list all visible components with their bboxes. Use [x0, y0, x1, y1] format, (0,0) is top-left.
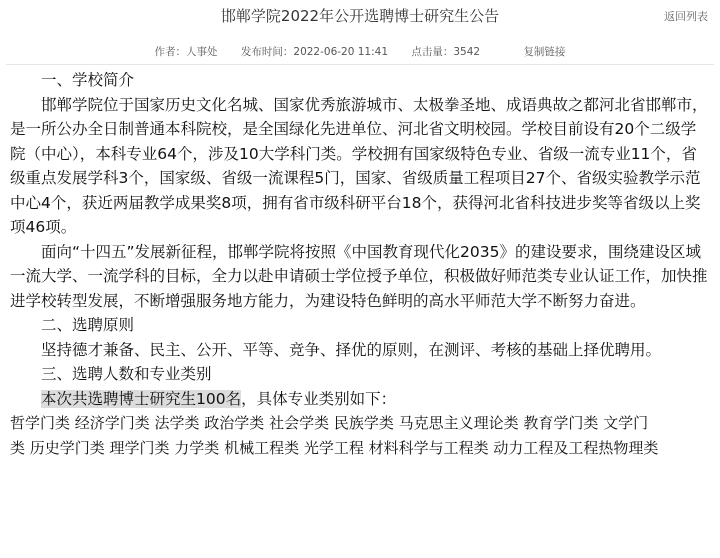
paragraph-principle: 坚持德才兼备、民主、公开、平等、竞争、择优的原则，在测评、考核的基础上择优聘用。	[41, 340, 662, 359]
section-heading-1: 一、学校简介	[41, 71, 135, 89]
author-label: 作者：人事处	[154, 46, 218, 58]
article-body	[10, 68, 710, 460]
page-title: 邯郸学院2022年公开选聘博士研究生公告	[220, 7, 500, 25]
quota-rest: ，具体专业类别如下：	[241, 389, 397, 408]
top-bar	[0, 0, 720, 30]
paragraph-quota	[10, 387, 710, 412]
back-to-list-link[interactable]: 返回列表	[664, 10, 708, 23]
click-count-label: 点击量：3542	[411, 46, 481, 58]
meta-divider	[6, 64, 714, 65]
copy-link-button[interactable]: 复制链接	[523, 46, 566, 58]
paragraph-intro: 邯郸学院位于国家历史文化名城、国家优秀旅游城市、太极拳圣地、成语典故之都河北省邯郸市，是一所公办全日制普通本科院校，是全国绿化先进单位、河北省文明校园。学校目前设有20个二级学院（中心），本科专业64个，涉及10大学科门类。学校拥有国家级特色专业、省级一流专业11个，省级重点发展学科3个，国家级、省级一流课程5门，国家、省级质量工程项目27个、省级实验教学示范中心4个，获近两届教学成果奖8项，拥有省市级科研平台18个，获得河北省科技进步奖等省级以上奖项46项。	[10, 95, 708, 236]
discipline-list-line-2: 类 历史学门类 理学门类 力学类 机械工程类 光学工程 材料科学与工程类 动力工程及工程热物理类	[10, 438, 659, 457]
publish-time-label: 发布时间：2022-06-20 11:41	[240, 46, 389, 58]
section-heading-3: 三、选聘人数和专业类别	[41, 365, 212, 383]
section-heading-2: 二、选聘原则	[41, 316, 135, 334]
discipline-list-line-1: 哲学门类 经济学门类 法学类 政治学类 社会学类 民族学类 马克思主义理论类 教育学门类 文学门	[10, 414, 649, 432]
paragraph-plan: 面向“十四五”发展新征程，邯郸学院将按照《中国教育现代化2035》的建设要求，围绕建设区域一流大学、一流学科的目标，全力以赴申请硕士学位授予单位，积极做好师范类专业认证工作，加快推进学校转型发展，不断增强服务地方能力，为建设特色鲜明的高水平师范大学不断努力奋进。	[10, 242, 708, 310]
article-meta	[0, 44, 720, 59]
quota-highlight: 本次共选聘博士研究生100名	[41, 389, 242, 408]
